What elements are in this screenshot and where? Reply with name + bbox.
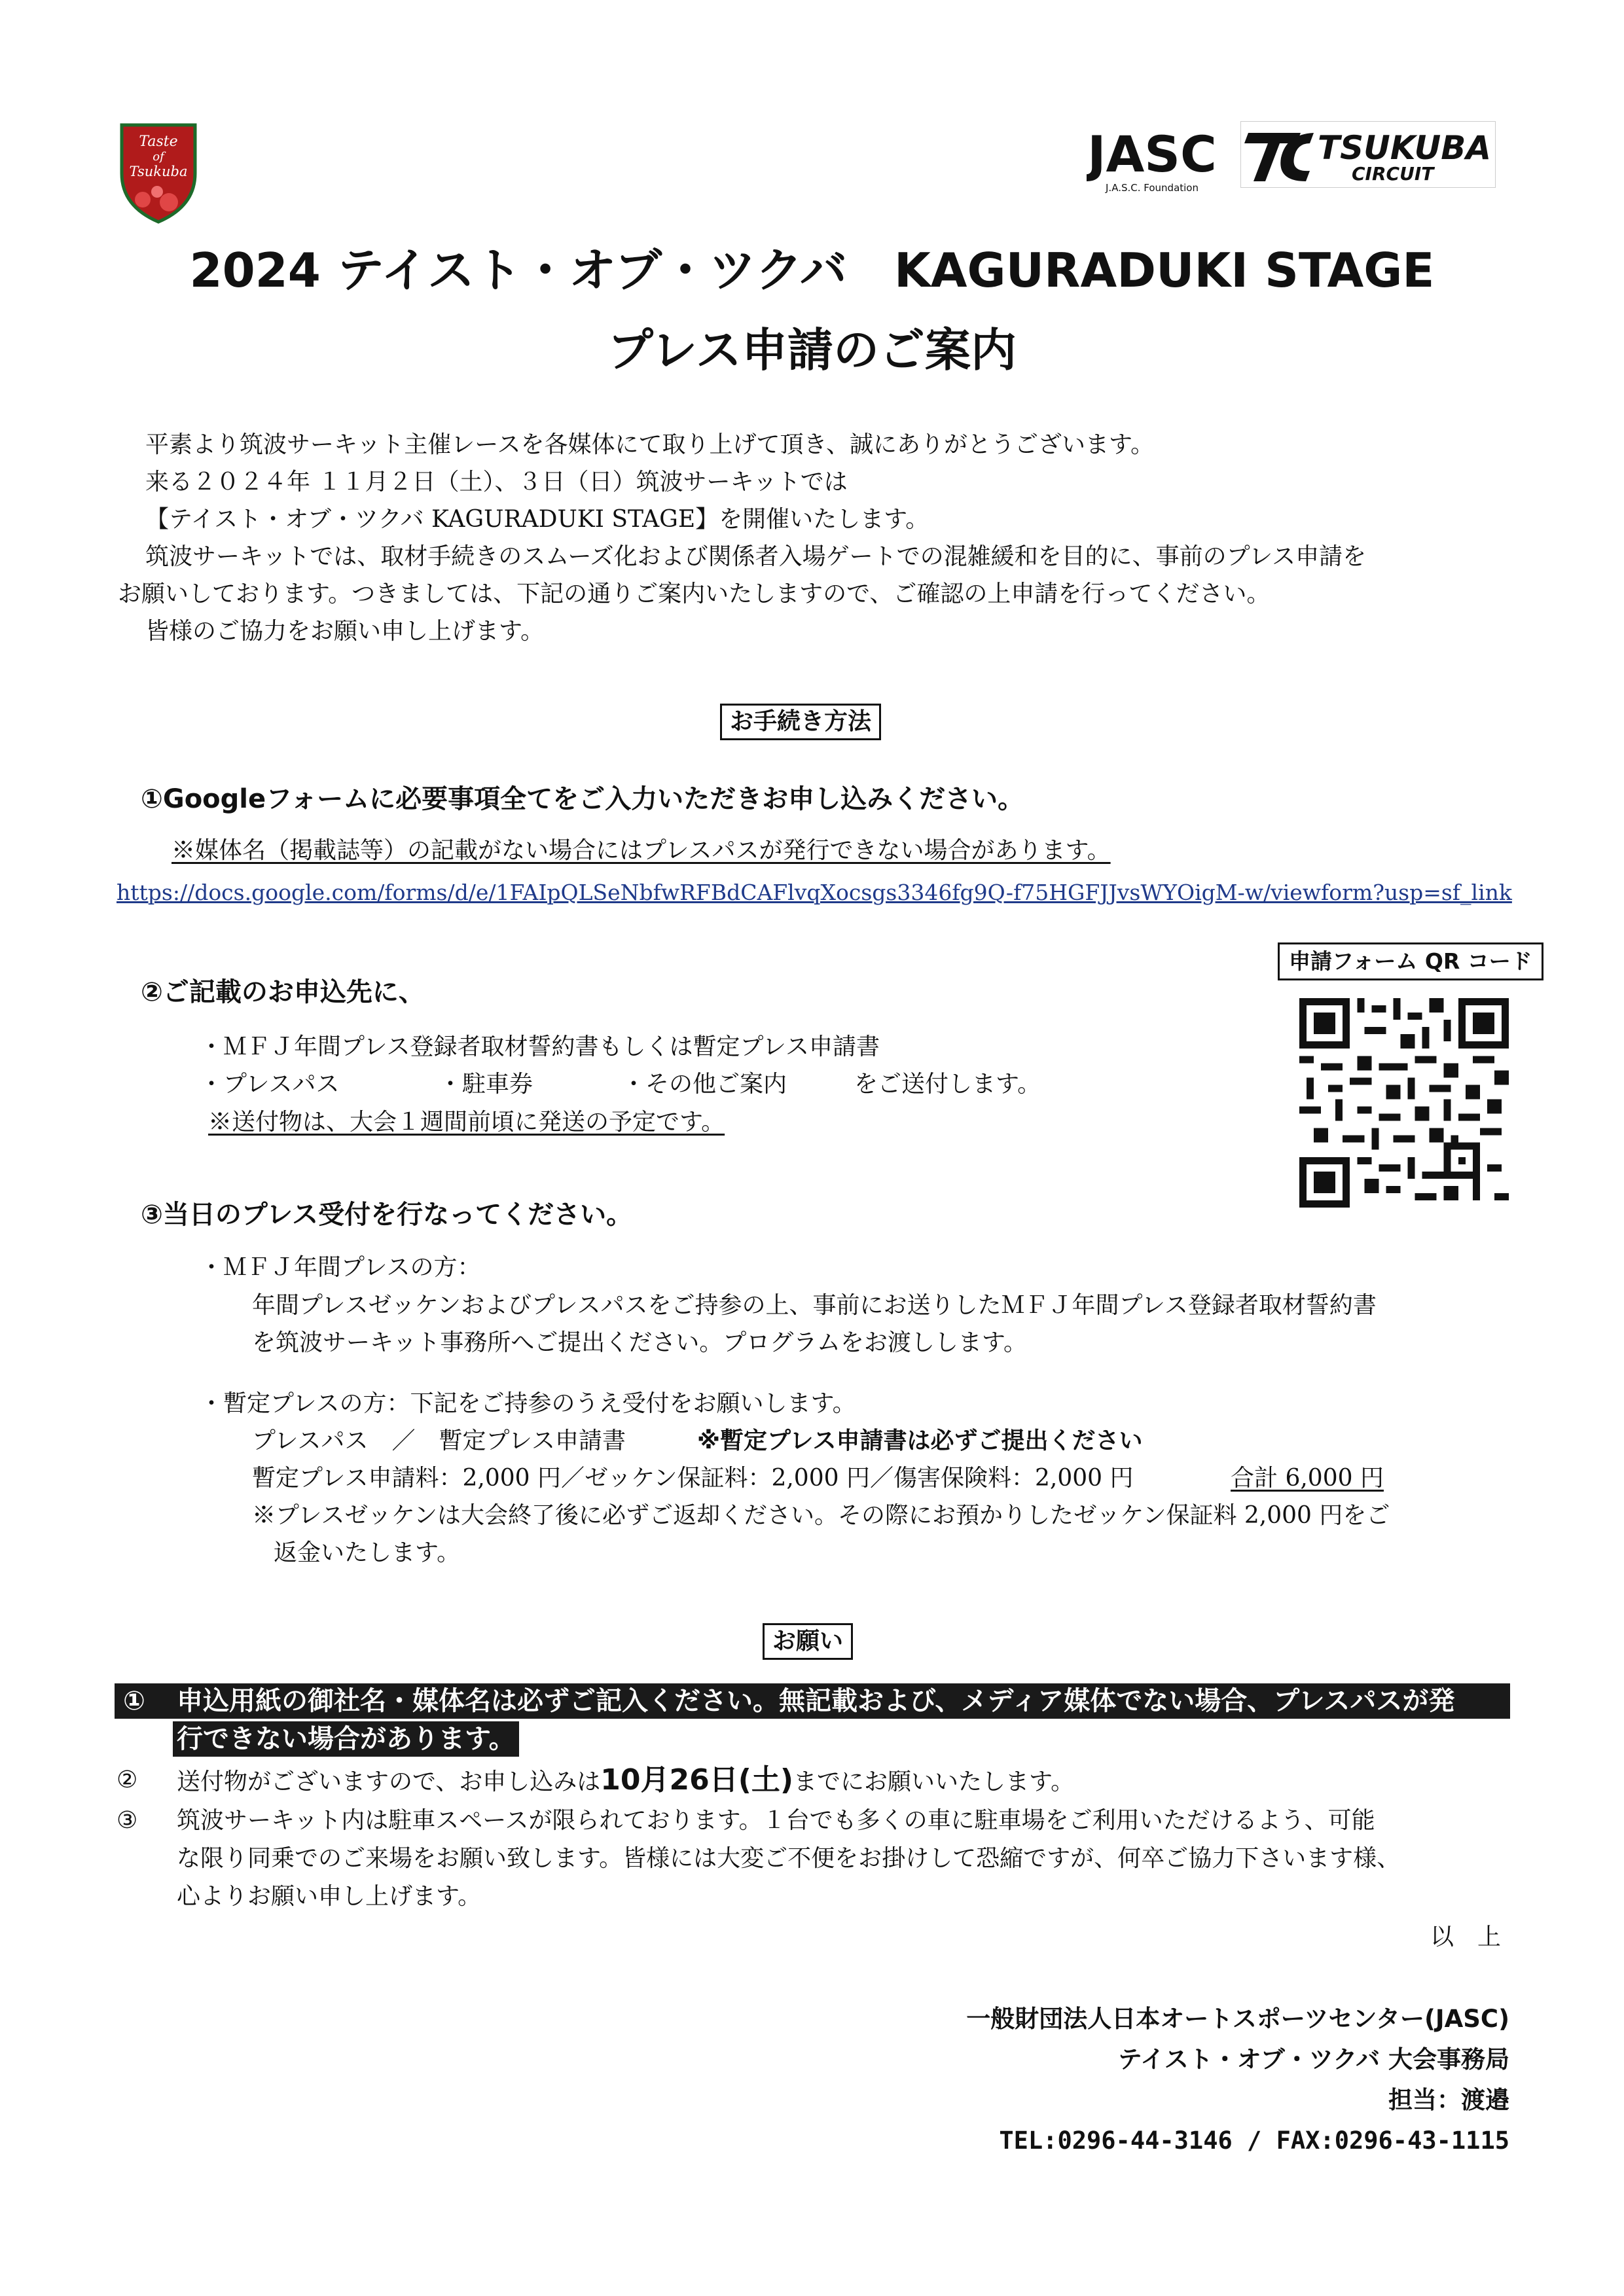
badge-text-of: of (153, 150, 164, 164)
temp-press-required-note: ※暫定プレス申請書は必ずご提出ください (697, 1427, 1143, 1454)
request2-text (177, 1764, 1074, 1799)
step1-title: ①Googleフォームに必要事項全てをご入力いただきお申し込みください。 (141, 784, 1024, 814)
footer-office: テイスト・オブ・ツクバ 大会事務局 (1117, 2045, 1509, 2073)
intro-line-5: お願いしております。つきましては、下記の通りご案内いたしますので、ご確認の上申請を行ってください。 (118, 581, 1271, 607)
temp-press-items: プレスパス ／ 暫定プレス申請書 (252, 1427, 626, 1454)
mfj-line-2: を筑波サーキット事務所へご提出ください。プログラムをお渡しします。 (252, 1329, 1028, 1356)
title-line-1: 2024 テイスト・オブ・ツクバ KAGURADUKI STAGE (189, 243, 1435, 298)
title-line-2: プレス申請のご案内 (607, 323, 1017, 377)
requests-heading: お願い (763, 1623, 853, 1660)
intro-line-6: 皆様のご協力をお願い申し上げます。 (145, 618, 545, 645)
taste-of-tsukuba-logo (117, 121, 200, 224)
request3-line-3: 心よりお願い申し上げます。 (177, 1883, 482, 1910)
step2-item-send: をご送付します。 (854, 1071, 1041, 1098)
tc-logo-main-text: TSUKUBA (1318, 129, 1492, 167)
request3-number: ③ (117, 1807, 138, 1834)
step2-line-1: ・ＭＦＪ年間プレス登録者取材誓約書もしくは暫定プレス申請書 (200, 1033, 880, 1060)
step2-note: ※送付物は、大会１週間前頃に発送の予定です。 (208, 1109, 725, 1136)
tsukuba-circuit-logo (1240, 121, 1496, 188)
step3-title: ③当日のプレス受付を行なってください。 (141, 1200, 633, 1230)
procedure-heading: お手続き方法 (720, 704, 881, 740)
google-form-link[interactable]: https://docs.google.com/forms/d/e/1FAIpQLSeNbfwRFBdCAFlvqXocsgs3346fg9Q-f75HGFJJvsWYOigM-w/viewform?usp=sf_link (117, 880, 1512, 905)
temp-press-fees: 暫定プレス申請料：2,000 円／ゼッケン保証料：2,000 円／傷害保険料：2,000 円 (252, 1465, 1134, 1492)
step2-item-presspass: ・プレスパス (200, 1071, 340, 1098)
temp-press-heading: ・暫定プレスの方：下記をご持参のうえ受付をお願いします。 (200, 1390, 856, 1417)
step2-title: ②ご記載のお申込先に、 (141, 977, 425, 1007)
footer-contact-person: 担当：渡邉 (1388, 2086, 1509, 2114)
intro-line-4: 筑波サーキットでは、取材手続きのスムーズ化および関係者入場ゲートでの混雑緩和を目的に、事前のプレス申請を (145, 543, 1367, 570)
request2-number: ② (117, 1767, 138, 1793)
intro-line-1: 平素より筑波サーキット主催レースを各媒体にて取り上げて頂き、誠にありがとうございます。 (145, 431, 1155, 458)
intro-line-3: 【テイスト・オブ・ツクバ KAGURADUKI STAGE】を開催いたします。 (145, 506, 929, 533)
request1-number: ① (123, 1686, 145, 1716)
request2-text-post: までにお願いいたします。 (793, 1768, 1075, 1795)
request2-text-pre: 送付物がございますので、お申し込みは (177, 1768, 601, 1795)
refund-line-1: ※プレスゼッケンは大会終了後に必ずご返却ください。その際にお預かりしたゼッケン保証料 2,000 円をご (252, 1502, 1390, 1529)
temp-press-total: 合計 6,000 円 (1231, 1465, 1384, 1492)
tc-logo-sub-text: CIRCUIT (1352, 163, 1434, 185)
footer-tel-fax: TEL:0296-44-3146 / FAX:0296-43-1115 (999, 2126, 1509, 2155)
request1-line-1: 申込用紙の御社名・媒体名は必ずご記入ください。無記載および、メディア媒体でない場合、プレスパスが発 (177, 1686, 1455, 1716)
step2-item-other: ・その他ご案内 (622, 1071, 787, 1098)
qr-code-label: 申請フォーム QR コード (1278, 942, 1543, 980)
refund-line-2: 返金いたします。 (274, 1539, 461, 1566)
request3-line-2: な限り同乗でのご来場をお願い致します。皆様には大変ご不便をお掛けして恐縮ですが、何卒ご協力下さいます様、 (177, 1845, 1401, 1872)
closing-text: 以 上 (1430, 1924, 1502, 1950)
request1-line-2: 行できない場合があります。 (173, 1721, 519, 1757)
mfj-heading: ・ＭＦＪ年間プレスの方： (200, 1254, 481, 1281)
qr-code-image[interactable] (1299, 998, 1509, 1208)
mfj-line-1: 年間プレスゼッケンおよびプレスパスをご持参の上、事前にお送りしたＭＦＪ年間プレス登録者取材誓約書 (252, 1292, 1377, 1319)
jasc-logo (1087, 124, 1218, 196)
footer-organization: 一般財団法人日本オートスポーツセンター(JASC) (966, 2005, 1509, 2033)
jasc-logo-text: JASC (1087, 125, 1217, 183)
jasc-logo-subtext: J.A.S.C. Foundation (1106, 182, 1199, 194)
request3-line-1: 筑波サーキット内は駐車スペースが限られております。１台でも多くの車に駐車場をご利用いただけるよう、可能 (177, 1807, 1375, 1834)
request2-deadline: 10月26日(土) (600, 1763, 793, 1797)
badge-text-taste: Taste (139, 134, 178, 150)
badge-text-tsukuba: Tsukuba (129, 164, 188, 179)
step2-item-parking: ・駐車券 (439, 1071, 533, 1098)
intro-line-2: 来る２０２４年 １１月２日（土）、３日（日）筑波サーキットでは (145, 469, 848, 495)
step1-note: ※媒体名（掲載誌等）の記載がない場合にはプレスパスが発行できない場合があります。 (171, 837, 1111, 864)
